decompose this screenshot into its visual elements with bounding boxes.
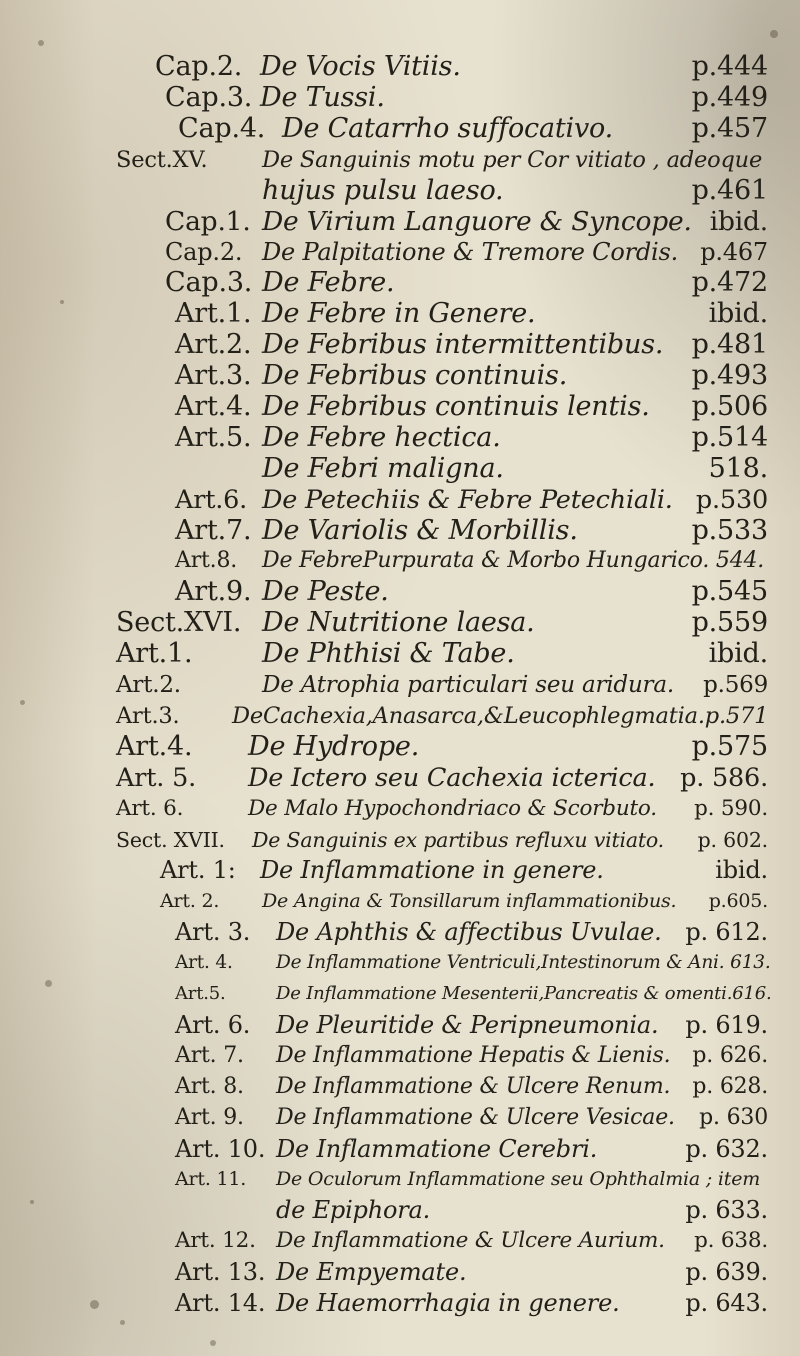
toc-entry <box>0 1288 800 1318</box>
entry-title: De Hydrope. <box>248 730 420 762</box>
entry-label: Art. 12. <box>175 1228 256 1254</box>
toc-entry <box>0 1103 800 1133</box>
entry-title: De Febri maligna. <box>262 452 504 484</box>
entry-label: Art. 2. <box>160 890 220 913</box>
toc-entry <box>0 886 800 916</box>
entry-page-ref: p.493 <box>691 360 768 391</box>
entry-title: hujus pulsu laeso. <box>262 174 504 206</box>
entry-label: Art. 14. <box>175 1289 266 1317</box>
entry-label: Art. 5. <box>116 762 196 793</box>
entry-title: De Febre hectica. <box>262 421 501 453</box>
toc-entry <box>0 577 800 607</box>
entry-page-ref: p.467 <box>700 238 768 267</box>
entry-title: De Inflammatione & Ulcere Vesicae. <box>276 1104 675 1130</box>
entry-label: Art.3. <box>175 360 252 391</box>
toc-entry <box>0 948 800 978</box>
entry-title: De Pleuritide & Peripneumonia. <box>276 1010 659 1039</box>
paper-speck <box>20 700 25 705</box>
entry-title: De Haemorrhagia in genere. <box>276 1289 620 1317</box>
entry-title: De Petechiis & Febre Petechiali. <box>262 484 673 515</box>
entry-label: Sect. XVII. <box>116 827 225 852</box>
entry-label: Cap.1. <box>165 205 251 237</box>
entry-title: De Inflammatione Mesenterii,Pancreatis & omenti.616. <box>276 983 772 1004</box>
entry-title: De Empyemate. <box>276 1258 467 1287</box>
entry-title: DeCachexia,Anasarca,&Leucophlegmatia.p.571 <box>232 702 769 729</box>
entry-title: De Virium Languore & Syncope. <box>262 205 692 237</box>
entry-page-ref: p. 638. <box>694 1228 768 1254</box>
toc-entry <box>0 855 800 885</box>
entry-title: De Febre in Genere. <box>262 298 536 330</box>
entry-label: Art. 6. <box>175 1010 251 1039</box>
entry-title: De Febribus intermittentibus. <box>262 329 664 361</box>
entry-page-ref: p.514 <box>691 421 768 453</box>
toc-entry <box>0 268 800 298</box>
entry-label: Art.4. <box>116 730 193 762</box>
paper-speck <box>90 1300 99 1309</box>
entry-page-ref: p. 630 <box>699 1104 768 1130</box>
entry-page-ref: p.533 <box>691 514 768 546</box>
paper-speck <box>30 1200 34 1204</box>
entry-label: Art.2. <box>175 329 252 361</box>
toc-entry <box>0 917 800 947</box>
paper-speck <box>770 30 778 38</box>
entry-page-ref: p.461 <box>691 174 768 206</box>
entry-page-ref: p. 602. <box>697 827 768 852</box>
entry-label: Art.5. <box>175 421 252 453</box>
entry-label: Art.2. <box>116 672 181 698</box>
entry-page-ref: p.481 <box>691 329 768 361</box>
entry-title: De Inflammatione Hepatis & Lienis. <box>276 1042 671 1068</box>
entry-title: De Peste. <box>262 576 389 608</box>
entry-label: Art.9. <box>175 576 252 608</box>
toc-entry <box>0 485 800 515</box>
paper-speck <box>210 1340 216 1346</box>
entry-label: Art. 7. <box>175 1042 244 1068</box>
toc-entry <box>0 794 800 824</box>
toc-entry <box>0 639 800 669</box>
toc-entry <box>0 361 800 391</box>
entry-title: De Malo Hypochondriaco & Scorbuto. <box>248 795 657 821</box>
entry-page-ref: p. 586. <box>680 762 768 793</box>
entry-label: Art.7. <box>175 514 252 546</box>
entry-title: De Inflammatione & Ulcere Renum. <box>276 1073 671 1099</box>
toc-entry <box>0 670 800 700</box>
toc-entry <box>0 1195 800 1225</box>
toc-entry <box>0 1041 800 1071</box>
entry-label: Art.1. <box>116 638 193 670</box>
entry-page-ref: p. 643. <box>685 1289 768 1317</box>
entry-label: Art. 9. <box>175 1104 244 1130</box>
toc-entry <box>0 1010 800 1040</box>
toc-entry <box>0 1072 800 1102</box>
entry-title: De Vocis Vitiis. <box>260 51 461 82</box>
paper-speck <box>120 1320 125 1325</box>
entry-title: De Inflammatione Cerebri. <box>276 1134 598 1163</box>
entry-label: Art. 8. <box>175 1073 244 1099</box>
entry-page-ref: 518. <box>708 452 768 484</box>
toc-entry <box>0 299 800 329</box>
entry-title: De Nutritione laesa. <box>262 607 535 639</box>
toc-entry <box>0 83 800 113</box>
toc-entry <box>0 608 800 638</box>
entry-page-ref: p.530 <box>695 484 768 515</box>
entry-title: De Oculorum Inflammatione seu Ophthalmia ; item <box>276 1168 761 1191</box>
toc-entry <box>0 392 800 422</box>
entry-title: De Inflammatione in genere. <box>260 856 604 885</box>
entry-page-ref: p.569 <box>703 672 768 698</box>
entry-title: De Angina & Tonsillarum inflammationibus. <box>262 890 677 913</box>
toc-entry <box>0 546 800 576</box>
entry-label: Art. 3. <box>175 918 251 947</box>
entry-label: Art.6. <box>175 484 248 515</box>
entry-page-ref: p.605. <box>708 890 768 913</box>
entry-title: De Inflammatione & Ulcere Aurium. <box>276 1228 665 1254</box>
entry-page-ref: p. 626. <box>692 1042 768 1068</box>
entry-title: De Phthisi & Tabe. <box>262 638 515 670</box>
entry-label: Art.5. <box>175 983 226 1004</box>
toc-entry <box>0 330 800 360</box>
entry-title: De Palpitatione & Tremore Cordis. <box>262 238 679 267</box>
entry-title: De Atrophia particulari seu aridura. <box>262 672 674 698</box>
toc-entry <box>0 825 800 855</box>
entry-page-ref: p. 619. <box>685 1010 768 1039</box>
toc-entry <box>0 145 800 175</box>
toc-entry <box>0 732 800 762</box>
toc-entry <box>0 979 800 1009</box>
entry-title: De Sanguinis motu per Cor vitiato , adeoque <box>262 146 763 173</box>
entry-page-ref: ibid. <box>708 298 768 330</box>
entry-page-ref: p.449 <box>691 81 768 113</box>
entry-label: Cap.3. <box>165 81 253 113</box>
entry-label: Art. 6. <box>116 795 184 821</box>
entry-page-ref: p.575 <box>691 730 768 762</box>
entry-label: Art. 4. <box>175 952 233 974</box>
entry-page-ref: p. 590. <box>694 795 768 821</box>
entry-page-ref: p. 639. <box>685 1258 768 1287</box>
entry-title: De Febre. <box>262 267 395 299</box>
toc-entry <box>0 763 800 793</box>
entry-title: de Epiphora. <box>276 1196 431 1225</box>
entry-label: Sect.XV. <box>116 146 208 173</box>
entry-page-ref: p. 633. <box>685 1196 768 1225</box>
entry-label: Art.3. <box>116 702 180 729</box>
entry-page-ref: ibid. <box>715 856 768 885</box>
toc-entry <box>0 114 800 144</box>
entry-page-ref: ibid. <box>709 205 768 237</box>
entry-label: Art. 11. <box>175 1168 247 1191</box>
entry-page-ref: p. 632. <box>685 1134 768 1163</box>
paper-speck <box>45 980 52 987</box>
entry-title: De Febribus continuis lentis. <box>262 390 650 422</box>
entry-label: Art. 1: <box>160 856 236 885</box>
entry-label: Cap.4. <box>178 112 266 144</box>
entry-label: Cap.2. <box>165 238 243 267</box>
entry-title: De Febribus continuis. <box>262 360 568 391</box>
entry-title: De FebrePurpurata & Morbo Hungarico. 544. <box>262 548 765 574</box>
entry-label: Sect.XVI. <box>116 607 242 639</box>
entry-title: De Ictero seu Cachexia icterica. <box>248 762 656 793</box>
paper-speck <box>60 300 64 304</box>
entry-label: Art. 10. <box>175 1134 266 1163</box>
toc-entry <box>0 1134 800 1164</box>
entry-label: Cap.3. <box>165 267 253 299</box>
toc-entry <box>0 1226 800 1256</box>
entry-title: De Sanguinis ex partibus refluxu vitiato. <box>252 827 664 852</box>
toc-entry <box>0 423 800 453</box>
toc-entry <box>0 701 800 731</box>
toc-entry <box>0 237 800 267</box>
entry-label: Art.4. <box>175 390 252 422</box>
paper-speck <box>38 40 44 46</box>
toc-entry <box>0 1164 800 1194</box>
entry-page-ref: p.506 <box>691 390 768 422</box>
entry-title: De Aphthis & affectibus Uvulae. <box>276 918 662 947</box>
entry-label: Cap.2. <box>155 51 243 82</box>
toc-entry <box>0 1257 800 1287</box>
entry-title: De Inflammatione Ventriculi,Intestinorum & Ani. 613. <box>276 952 771 974</box>
entry-page-ref: p. 628. <box>692 1073 768 1099</box>
entry-page-ref: p.457 <box>691 112 768 144</box>
toc-entry <box>0 176 800 206</box>
entry-label: Art.1. <box>175 298 252 330</box>
entry-title: De Variolis & Morbillis. <box>262 514 578 546</box>
entry-page-ref: p. 612. <box>685 918 768 947</box>
entry-label: Art.8. <box>175 548 238 574</box>
toc-entry <box>0 454 800 484</box>
entry-page-ref: p.559 <box>691 607 768 639</box>
entry-page-ref: p.545 <box>691 576 768 608</box>
entry-title: De Tussi. <box>260 81 385 113</box>
entry-label: Art. 13. <box>175 1258 266 1287</box>
entry-page-ref: ibid. <box>708 638 768 670</box>
toc-entry <box>0 207 800 237</box>
entry-title: De Catarrho suffocativo. <box>282 112 613 144</box>
entry-page-ref: p.444 <box>691 51 768 82</box>
toc-entry <box>0 516 800 546</box>
entry-page-ref: p.472 <box>691 267 768 299</box>
toc-entry <box>0 52 800 82</box>
